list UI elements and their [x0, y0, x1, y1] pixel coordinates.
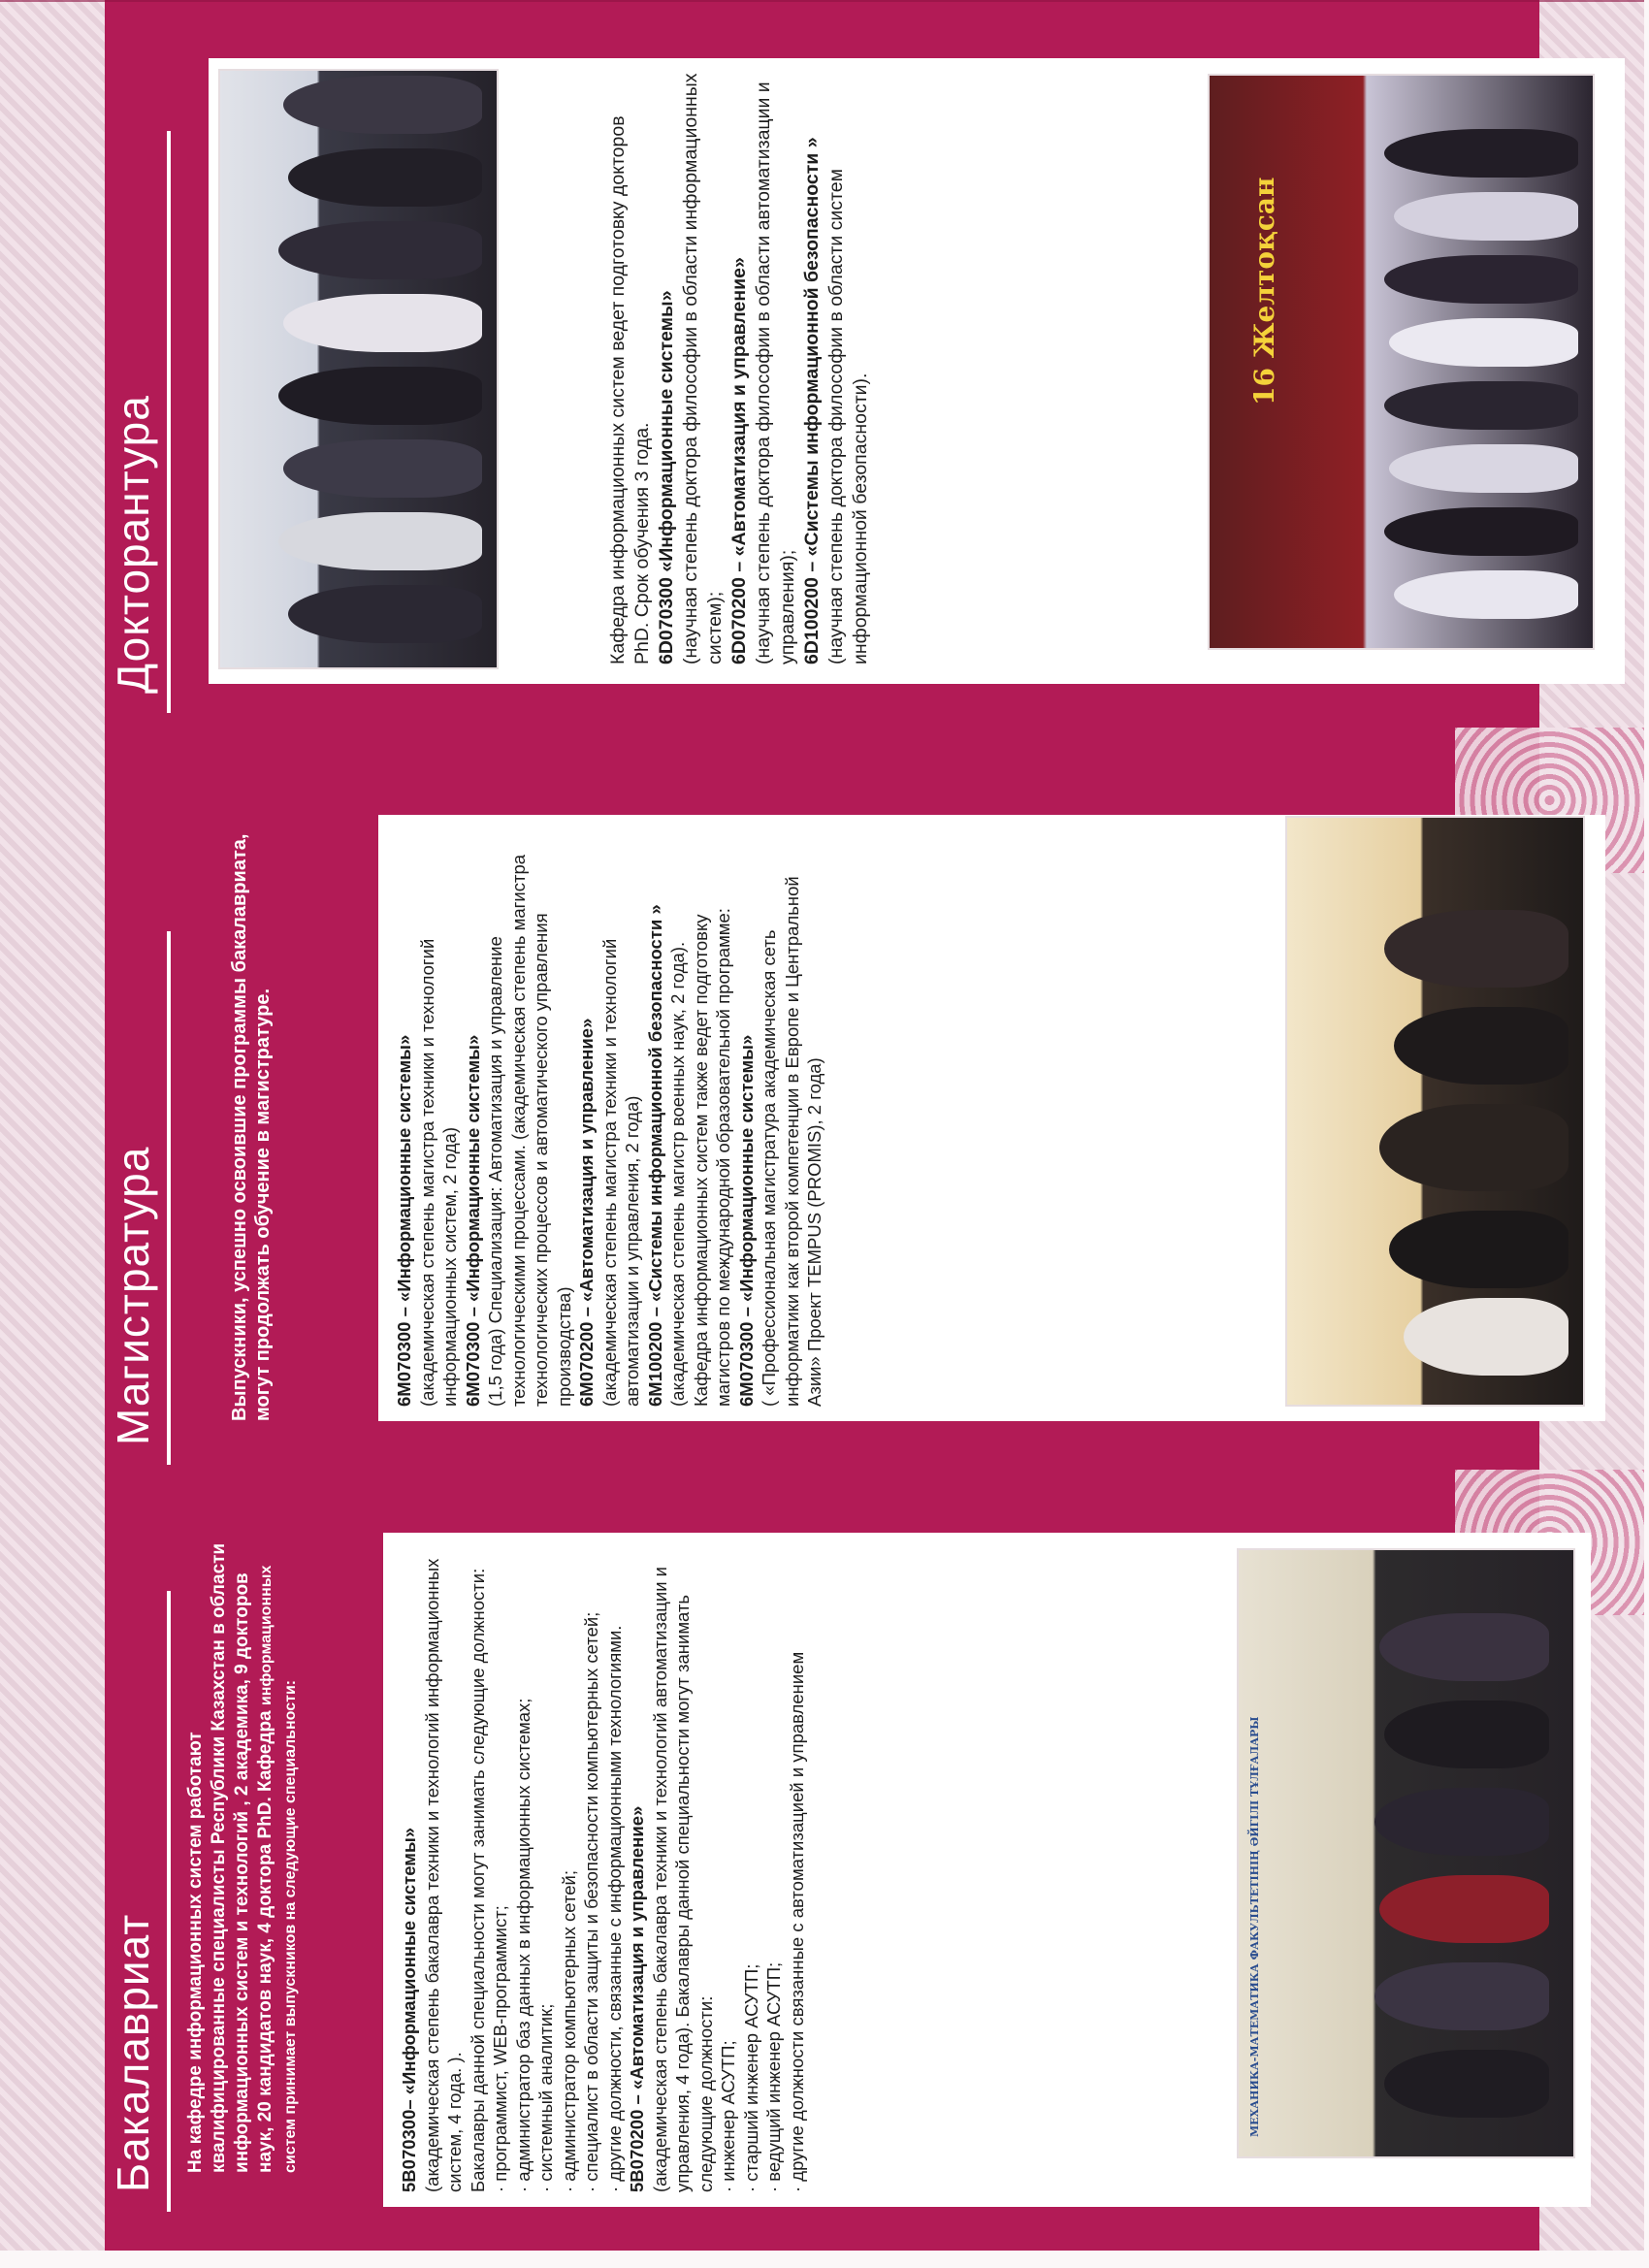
person — [1389, 318, 1578, 367]
specialty-code: 5В070300– «Информационные системы» — [399, 1827, 419, 2192]
students-group-photo — [218, 69, 499, 669]
faculty-group-photo — [1237, 1548, 1575, 2158]
person — [1389, 444, 1578, 493]
person — [1384, 255, 1578, 304]
photo-banner-text: МЕХАНИКА-МАТЕМАТИКА ФАКУЛЬТЕТІНІҢ ӘЙГІЛІ ТҰЛҒАЛАРЫ — [1248, 1716, 1261, 2137]
person — [1389, 1211, 1568, 1288]
bachelor-lead — [184, 1542, 303, 2173]
job-item: · другие должности, связанные с информационными технологиями. — [603, 1625, 625, 2192]
program-code: 6М100200 – «Системы информационной безопасности » — [644, 904, 665, 1407]
program-desc: (1,5 года) Специализация: Автоматизация и управление технологическими процессами. (академическая степень магистра технологических процессов и автоматического управления производства) — [485, 854, 574, 1407]
specialty-code: 5В070200 – «Автоматизация и управление» — [627, 1805, 647, 2192]
person — [278, 221, 482, 279]
bachelor-heading: Бакалавриат — [108, 1913, 158, 2192]
celebration-photo — [1208, 74, 1595, 650]
job-item: · ведущий инженер АСУТП; — [763, 1961, 784, 2192]
person — [1379, 1104, 1568, 1191]
person — [1384, 381, 1578, 430]
program-code: 6D070300 «Информационные системы» — [656, 290, 677, 664]
doctorate-text — [606, 73, 873, 664]
person — [1384, 2050, 1549, 2118]
person — [288, 585, 482, 643]
program-desc: (академическая степень магистр военных наук, 2 года). — [667, 941, 688, 1407]
person — [1384, 507, 1578, 556]
program-code: 6М070300 – «Информационные системы» — [394, 1034, 414, 1407]
heading-underline — [167, 931, 171, 1465]
bachelor-lead-text-small: информационных систем принимает выпускников на следующие специальности: — [258, 1565, 299, 2173]
person — [1374, 1788, 1549, 1856]
bachelor-lead-text: На кафедре информационных систем работают квалифицированные специалисты Республики Казахстан в области информационных систем и технологий , 2 академика, 9 докторов наук, 20 кандидатов наук, 4 доктора PhD. Кафедра — [185, 1542, 275, 2173]
doctorate-panel — [0, 0, 1644, 752]
person — [278, 512, 482, 570]
job-item: · программист, WEB-программист; — [490, 1905, 510, 2192]
person — [1379, 1613, 1549, 1681]
program-code: 6D070200 – «Автоматизация и управление» — [728, 257, 750, 664]
jobs-intro: Бакалавры данной специальности могут занимать следующие должности: — [467, 1568, 488, 2192]
person — [1394, 192, 1578, 241]
heading-underline — [167, 1591, 171, 2212]
job-item: · специалист в области защиты и безопасности компьютерных сетей; — [581, 1611, 601, 2192]
job-item: · администратор баз данных в информационных системах; — [512, 1698, 534, 2192]
program-code: 6М070300 – «Информационные системы» — [735, 1034, 757, 1407]
person — [1384, 1701, 1549, 1768]
doctorate-heading: Докторантура — [108, 395, 158, 694]
person — [283, 439, 482, 498]
master-heading: Магистратура — [108, 1146, 158, 1445]
program-desc: (научная степень доктора философии в области информационных систем); — [680, 73, 726, 664]
program-desc: (научная степень доктора философии в области систем информационной безопасности). — [825, 168, 871, 664]
person — [1394, 570, 1578, 619]
job-item: · администратор компьютерных сетей; — [558, 1870, 579, 2192]
program-code: 6М070200 – «Автоматизация и управление» — [576, 1018, 597, 1407]
program-desc: (научная степень доктора философии в области автоматизации и управления); — [753, 81, 798, 664]
job-item: · инженер АСУТП; — [718, 2040, 738, 2192]
master-lead: Выпускники, успешно освоившие программы бакалавриата, могут продолжать обучение в магистратуре. — [229, 833, 274, 1421]
program-code: 6М070300 – «Информационные системы» — [462, 1034, 483, 1407]
job-item: · старший инженер АСУТП; — [740, 1963, 761, 2192]
person — [288, 148, 482, 207]
master-text — [393, 829, 826, 1407]
program-desc: (академическая степень магистра техники и технологий автоматизации и управления, 2 года) — [598, 938, 642, 1407]
program-intro: Кафедра информационных систем также ведет подготовку магистров по международной образовательной программе: — [690, 908, 733, 1407]
master-panel — [0, 752, 1644, 1504]
person — [1374, 1962, 1549, 2030]
program-code: 6D100200 – «Системы информационной безопасности » — [801, 137, 823, 664]
bachelor-text — [398, 1547, 808, 2192]
photo-caption: 16 Желтоқсан — [1248, 177, 1280, 405]
heading-underline — [167, 131, 171, 713]
person — [283, 294, 482, 352]
person — [1379, 1875, 1549, 1943]
person — [1384, 910, 1568, 988]
job-item: · другие должности связанные с автоматизацией и управлением — [786, 1651, 807, 2192]
person — [283, 76, 482, 134]
lecture-hall-photo — [1285, 816, 1585, 1407]
job-item: · системный аналитик; — [535, 2003, 556, 2192]
person — [278, 367, 482, 425]
specialty-desc: (академическая степень бакалавра техники и технологий информационных систем, 4 года. ). — [421, 1558, 465, 2192]
person — [1394, 1007, 1568, 1085]
person — [1384, 129, 1578, 178]
program-desc: (академическая степень магистра техники и технологий информационных систем, 2 года) — [416, 938, 460, 1407]
bachelor-panel — [0, 1504, 1644, 2251]
program-desc: ( «Профессиональная магистратура академическая сеть информатики как второй компетенции в Европе и Центральной Азии» Проект TEMPUS (PROMIS), 2 года) — [759, 876, 824, 1407]
doctorate-intro: Кафедра информационных систем ведет подготовку докторов PhD. Срок обучения 3 года. — [607, 115, 653, 664]
specialty-desc: (академическая степень бакалавра техники и технологий автоматизации и управления, 4 года). Бакалавры данной специальности могут занимать следующие должности: — [649, 1567, 716, 2192]
person — [1404, 1298, 1568, 1376]
